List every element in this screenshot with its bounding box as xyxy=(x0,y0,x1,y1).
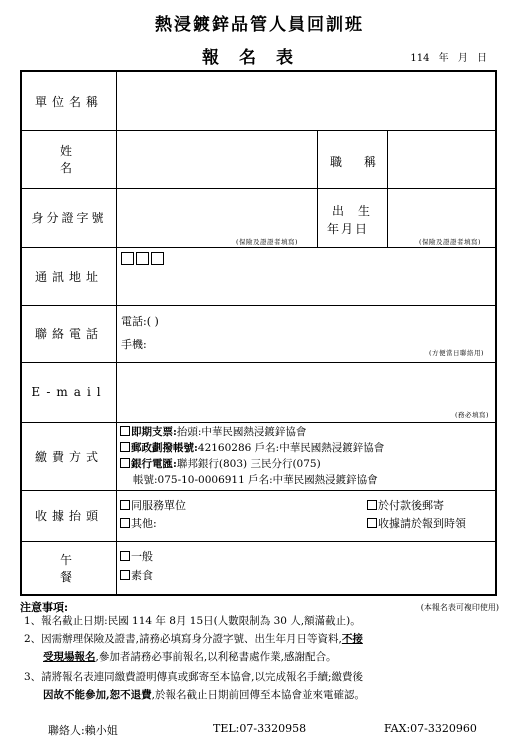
checkbox[interactable] xyxy=(367,500,377,510)
receipt-other[interactable]: 其他: xyxy=(120,515,157,531)
payment-option-postal[interactable]: 郵政劃撥帳號:42160286 戶名:中華民國熱浸鍍鋅協會 xyxy=(120,440,384,455)
postal-code-boxes[interactable] xyxy=(121,250,166,269)
checkbox[interactable] xyxy=(120,551,130,561)
notes-aside: (本報名表可複印使用) xyxy=(420,603,499,612)
email-label: E-mail xyxy=(31,385,107,399)
checkbox[interactable] xyxy=(120,518,130,528)
checkbox[interactable] xyxy=(120,570,130,580)
payment-option-check[interactable]: 即期支票:抬頭:中華民國熱浸鍍鋅協會 xyxy=(120,424,306,439)
unit-label: 單位名稱 xyxy=(34,94,103,109)
receipt-pickup[interactable]: 收據請於報到時領 xyxy=(367,515,466,531)
bank-account-info: 帳號:075-10-0006911 戶名:中華民國熱浸鍍鋅協會 xyxy=(133,474,378,486)
birth-label-2: 年月日 xyxy=(327,222,370,236)
contact-person: 聯絡人:賴小姐 xyxy=(48,724,118,737)
email-note: (務必填寫) xyxy=(455,411,490,419)
notes-heading: 注意事項: xyxy=(20,601,69,614)
form-subtitle: 報名表 xyxy=(202,48,313,68)
birth-note: (保險及證證者填寫) xyxy=(419,238,482,246)
note-item-2-cont: 受現場報名,參加者請務必事前報名,以利秘書處作業,感謝配合。 xyxy=(43,651,337,663)
registration-form xyxy=(20,70,497,596)
checkbox[interactable] xyxy=(120,458,130,468)
tel-field[interactable]: 電話:( ) xyxy=(121,315,159,328)
column-divider xyxy=(317,130,318,247)
phone-label: 聯絡電話 xyxy=(34,327,103,341)
column-divider xyxy=(116,72,117,594)
checkbox[interactable] xyxy=(120,500,130,510)
postal-digit-box[interactable] xyxy=(121,252,134,265)
contact-fax: FAX:07-3320960 xyxy=(384,722,477,735)
name-label: 姓名 xyxy=(60,144,111,175)
postal-digit-box[interactable] xyxy=(136,252,149,265)
note-item-1: 1、報名截止日期:民國 114 年 8月 15日(人數限制為 30 人,額滿截止)。 xyxy=(24,615,361,627)
checkbox[interactable] xyxy=(120,442,130,452)
id-note: (保險及證證者填寫) xyxy=(236,238,299,246)
lunch-regular[interactable]: 一般 xyxy=(120,548,153,564)
birth-label: 出生 xyxy=(332,204,385,218)
note-item-3-cont: 因故不能參加,恕不退費,於報名截止日期前回傳至本協會並來電確認。 xyxy=(43,689,365,701)
receipt-same-unit[interactable]: 同服務單位 xyxy=(120,497,186,513)
form-title: 熱浸鍍鋅品管人員回訓班 xyxy=(155,15,364,35)
contact-tel: TEL:07-3320958 xyxy=(213,722,307,735)
phone-note: (方便當日聯絡用) xyxy=(429,349,485,357)
payment-label: 繳費方式 xyxy=(34,449,103,464)
checkbox[interactable] xyxy=(367,518,377,528)
payment-option-wire[interactable]: 銀行電匯:聯邦銀行(803) 三民分行(075) xyxy=(120,456,321,471)
note-item-2: 2、因需辦理保險及證書,請務必填寫身分證字號、出生年月日等資料,不接 xyxy=(24,633,363,645)
lunch-vegetarian[interactable]: 素食 xyxy=(120,567,153,583)
date-field[interactable]: 114 年 月 日 xyxy=(410,53,487,64)
address-label: 通訊地址 xyxy=(34,269,103,284)
note-item-3: 3、請將報名表連同繳費證明傳真或郵寄至本協會,以完成報名手續;繳費後 xyxy=(24,671,364,683)
column-divider xyxy=(387,130,388,247)
lunch-label: 午餐 xyxy=(60,552,111,584)
position-label: 職稱 xyxy=(330,155,399,169)
mobile-field[interactable]: 手機: xyxy=(121,338,147,351)
postal-digit-box[interactable] xyxy=(151,252,164,265)
receipt-label: 收據抬頭 xyxy=(34,509,103,523)
id-number-label: 身分證字號 xyxy=(31,211,107,225)
receipt-mail[interactable]: 於付款後郵寄 xyxy=(367,497,444,513)
checkbox[interactable] xyxy=(120,426,130,436)
